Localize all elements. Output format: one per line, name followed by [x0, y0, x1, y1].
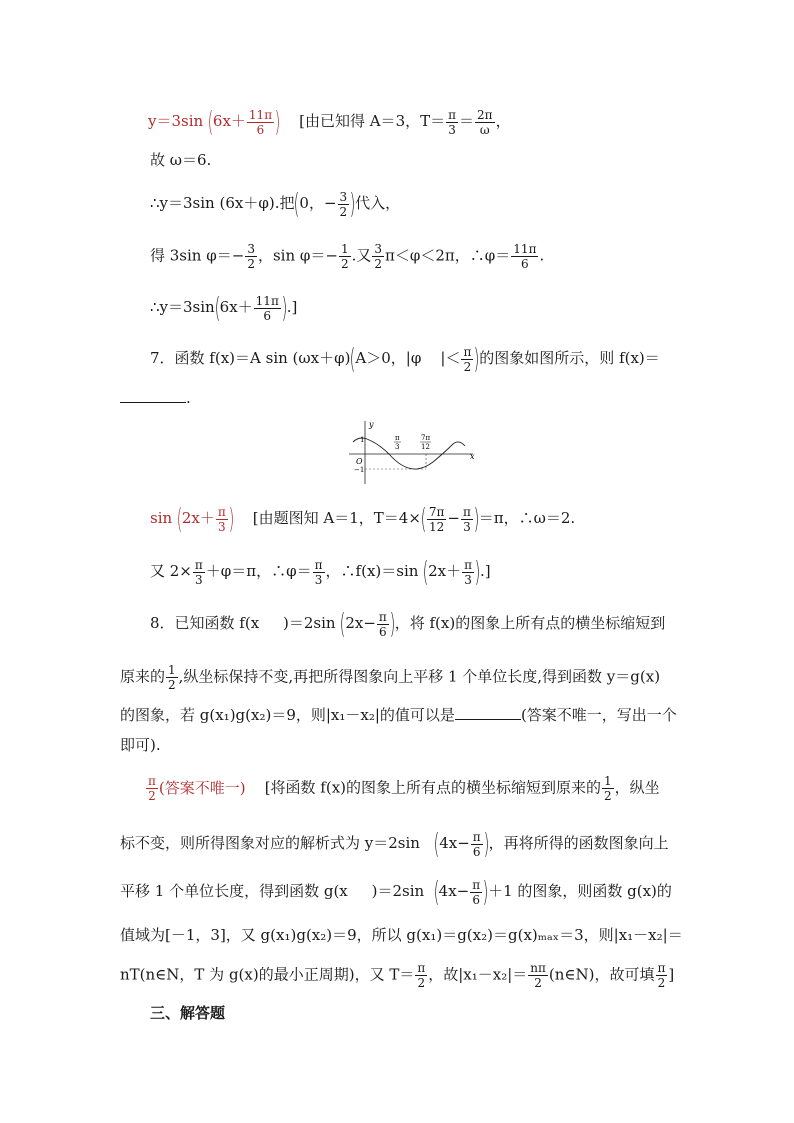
q6-line5 — [150, 291, 298, 324]
frac-num: π — [657, 961, 666, 975]
q6-line2: 故 ω＝6. — [150, 151, 212, 169]
frac-den: 3 — [314, 572, 323, 587]
q8-expl-2b: 4x− — [439, 834, 470, 852]
q7-line2-d: 2x＋ — [428, 562, 462, 580]
q7-answer — [150, 502, 234, 535]
answer-blank[interactable] — [455, 705, 521, 720]
q6-line4-b: ，sin φ＝− — [257, 246, 338, 265]
q8-answer-line4: 值域为[－1，3]，又 g(x₁)g(x₂)＝9，所以 g(x₁)＝g(x₂)＝g(x)ₘₐₓ＝3，则|x₁－x₂|＝ — [120, 926, 683, 944]
frac-den: 2 — [148, 789, 156, 803]
q7-answer-b: 2x＋ — [181, 509, 215, 527]
left-paren: ( — [420, 502, 427, 535]
frac-den: 3 — [448, 122, 456, 137]
frac-den: 3 — [463, 519, 471, 534]
y-axis-label: y — [369, 420, 374, 429]
frac-num: π — [148, 774, 156, 788]
frac-num: 11π — [255, 293, 279, 308]
q8-expl-2a: 标不变，则所得图象对应的解析式为 y＝2sin — [120, 834, 420, 852]
q7-line2-b: ＋φ＝π，∴φ＝ — [205, 562, 312, 580]
fraction — [511, 243, 538, 270]
right-paren: ) — [228, 502, 234, 535]
fraction — [656, 962, 668, 989]
q8-expl-3d: ＋1 的图象，则函数 g(x)的 — [488, 882, 672, 900]
q7-graph — [345, 418, 480, 486]
frac-den: 6 — [263, 308, 272, 323]
left-paren: ( — [433, 875, 439, 908]
frac-num: π — [194, 557, 203, 572]
fraction — [528, 962, 548, 989]
q6-line4-c: .又 — [351, 246, 372, 265]
frac-den: 2 — [168, 678, 176, 692]
right-paren: ) — [483, 827, 489, 860]
frac-num: π — [448, 107, 457, 122]
fraction — [339, 243, 351, 270]
q6-line4-a: 得 3sin φ＝− — [150, 246, 245, 265]
frac-den: 2 — [374, 257, 383, 271]
right-paren: ) — [474, 555, 481, 588]
frac-num: 3 — [374, 242, 383, 256]
frac-num: 1 — [340, 242, 349, 256]
fraction — [193, 559, 205, 586]
q6-answer — [148, 105, 285, 138]
frac-den: 3 — [464, 572, 472, 587]
sine-curve — [353, 438, 465, 469]
q8-l3-a: 的图象，若 g(x₁)g(x₂)＝9，则|x₁－x₂|的值可以是 — [120, 706, 455, 724]
frac-num: π — [472, 829, 481, 844]
tick2-den: 12 — [421, 443, 430, 451]
frac-den: 2 — [417, 976, 426, 990]
q8-expl-3c: 4x− — [438, 882, 470, 900]
q8-answer-line3 — [120, 875, 672, 908]
minus: − — [447, 509, 460, 527]
frac-den: 3 — [195, 572, 203, 587]
frac-num: nπ — [530, 961, 546, 975]
q8-expl-5a: nT(n∈N，T 为 g(x)的最小正周期)，又 T＝ — [120, 965, 415, 984]
q7-text-b: A＞0，|φ — [355, 349, 422, 367]
frac-num: 1 — [168, 663, 176, 677]
fraction — [313, 559, 325, 586]
fraction — [470, 879, 482, 906]
frac-num: π — [378, 609, 387, 624]
left-paren: ( — [422, 555, 429, 588]
frac-num: π — [417, 961, 426, 975]
q7-line2-c: ，∴f(x)＝sin — [325, 562, 419, 580]
q6-line4-d: π＜φ＜2π，∴φ＝ — [385, 246, 511, 265]
fraction — [446, 109, 458, 136]
q7-line2 — [120, 388, 191, 408]
tick1-den: 3 — [395, 443, 400, 451]
frac-den: 6 — [521, 257, 529, 271]
fraction — [338, 191, 350, 218]
q6-line5-a: ∴y＝3sin — [150, 298, 215, 316]
q8-answer-note: (答案不唯一) — [158, 778, 246, 797]
fraction — [461, 346, 473, 373]
q6-line4 — [150, 243, 544, 270]
fraction — [475, 109, 495, 136]
right-paren: ) — [349, 187, 356, 220]
fraction — [166, 664, 178, 691]
q8-l2-b: ,纵坐标保持不变,再把所得图象向上平移 1 个单位长度,得到函数 y＝g(x) — [178, 667, 661, 686]
q8-expl-1c: ，纵坐 — [614, 778, 660, 797]
q8-expl-3b: )＝2sin — [371, 882, 425, 900]
frac-den: 6 — [379, 624, 387, 639]
frac-den: 2 — [339, 204, 348, 219]
equals: ＝ — [459, 112, 475, 130]
fraction — [602, 775, 614, 802]
frac-num: 3 — [247, 242, 255, 256]
frac-num: 3 — [339, 189, 348, 204]
fraction — [462, 559, 474, 586]
frac-den: 2 — [604, 789, 612, 803]
x-axis-label: x — [470, 452, 475, 461]
q8-line2 — [120, 664, 660, 691]
q8-expl-5b: ，故|x₁－x₂|＝ — [428, 965, 528, 984]
fraction — [372, 243, 384, 270]
right-paren: ) — [474, 342, 480, 375]
frac-num: 11π — [248, 107, 273, 122]
left-paren: ( — [350, 342, 356, 375]
frac-num: 1 — [604, 774, 612, 788]
q7-answer-a: sin — [150, 509, 173, 527]
q8-l3-b: (答案不唯一，写出一个 — [520, 706, 677, 724]
frac-num: 2π — [477, 107, 493, 122]
fraction — [415, 962, 427, 989]
frac-num: 11π — [513, 242, 537, 256]
right-paren: ) — [473, 502, 480, 535]
q6-answer-prefix: y＝3sin — [148, 112, 204, 130]
frac-den: 6 — [472, 844, 481, 859]
tick1-num: π — [395, 434, 400, 442]
frac-num: π — [472, 877, 481, 892]
frac-den: 2 — [534, 976, 542, 990]
q8-expl-2c: ，再将所得的函数图象向上 — [488, 834, 669, 852]
q7-text-d: 的图象如图所示，则 f(x)＝ — [479, 349, 660, 367]
q8-expl-5c: (n∈N)，故可填 — [548, 965, 655, 984]
answer-blank[interactable] — [120, 388, 186, 403]
frac-den: 3 — [218, 519, 226, 534]
right-paren: ) — [482, 875, 489, 908]
fraction — [245, 243, 257, 270]
q7-line1 — [150, 342, 660, 375]
q8-answer-line1 — [145, 775, 660, 802]
q6-line5-c: .] — [286, 298, 298, 316]
frac-den: 2 — [247, 257, 255, 271]
minus-one-label: −1 — [354, 466, 365, 474]
q7-line2-e: .] — [479, 562, 491, 580]
q8-l1-b: )＝2sin — [283, 614, 336, 632]
q7-text-a: 7．函数 f(x)＝A sin (ωx＋φ) — [150, 349, 351, 367]
left-paren: ( — [434, 827, 440, 860]
frac-num: 7π — [428, 504, 445, 519]
q8-expl-5d: ] — [668, 965, 675, 984]
q6-answer-line — [148, 105, 511, 138]
q8-l2-a: 原来的 — [120, 667, 166, 686]
q8-answer — [145, 774, 246, 803]
tick2-num: 7π — [421, 434, 431, 442]
frac-den: 2 — [340, 257, 349, 271]
comma: ， — [495, 112, 511, 130]
q8-l1-a: 8．已知函数 f(x — [150, 614, 260, 632]
frac-den: ω — [479, 122, 490, 137]
fraction — [247, 109, 274, 136]
frac-den: 2 — [463, 359, 472, 374]
fraction — [471, 831, 483, 858]
q7-expl-b: ＝π，∴ω＝2. — [478, 509, 576, 527]
q6-expl: [由已知得 A＝3，T＝ — [299, 112, 446, 130]
q8-expl-1: [将函数 f(x)的图象上所有点的横坐标缩短到原来的 — [264, 778, 602, 797]
frac-num: π — [462, 504, 471, 519]
q7-expl-a: [由题图知 A＝1，T＝4× — [252, 509, 421, 527]
q7-end: . — [186, 389, 191, 407]
fraction — [254, 295, 281, 322]
frac-num: π — [463, 344, 472, 359]
q8-expl-3a: 平移 1 个单位长度，得到函数 g(x — [120, 882, 348, 900]
q8-line1 — [150, 607, 666, 640]
one-label: 1 — [360, 436, 365, 444]
frac-den: 6 — [472, 892, 480, 907]
fraction — [216, 506, 228, 533]
q8-l1-d: ，将 f(x)的图象上所有点的横坐标缩短到 — [394, 614, 666, 632]
frac-den: 6 — [256, 122, 265, 137]
q6-line3-c: 代入， — [355, 194, 401, 212]
right-paren: ) — [281, 291, 288, 324]
q6-line3-a: ∴y＝3sin (6x＋φ).把 — [150, 194, 295, 212]
q6-line4-e: . — [539, 246, 545, 265]
q8-line3 — [120, 705, 677, 725]
q6-line3 — [150, 187, 401, 220]
frac-num: π — [464, 557, 473, 572]
fraction — [461, 506, 473, 533]
left-paren: ( — [176, 502, 183, 535]
fraction — [146, 775, 158, 802]
q6-answer-expr: 6x＋ — [212, 112, 246, 130]
frac-den: 12 — [428, 519, 445, 534]
q8-answer-line2 — [120, 827, 669, 860]
q8-answer-line5 — [120, 962, 674, 989]
right-paren: ) — [274, 105, 281, 138]
q6-line5-b: 6x＋ — [219, 298, 253, 316]
frac-den: 2 — [657, 976, 666, 990]
section-heading: 三、解答题 — [150, 1004, 226, 1022]
fraction — [427, 506, 447, 533]
q7-line2-a: 又 2× — [150, 562, 192, 580]
q8-l1-c: 2x− — [345, 614, 376, 632]
left-paren: ( — [340, 607, 346, 640]
right-paren: ) — [389, 607, 395, 640]
q8-line4: 即可). — [120, 736, 161, 754]
left-paren: ( — [207, 105, 214, 138]
q7-text-c: |＜ — [440, 349, 461, 367]
q7-answer-line2 — [150, 555, 491, 588]
frac-num: π — [217, 504, 226, 519]
origin-label: O — [356, 457, 363, 466]
frac-num: π — [314, 557, 323, 572]
left-paren: ( — [214, 291, 220, 324]
q7-answer-line — [150, 502, 576, 535]
q6-line3-b: 0，− — [299, 194, 337, 212]
fraction — [377, 611, 389, 638]
left-paren: ( — [294, 187, 300, 220]
